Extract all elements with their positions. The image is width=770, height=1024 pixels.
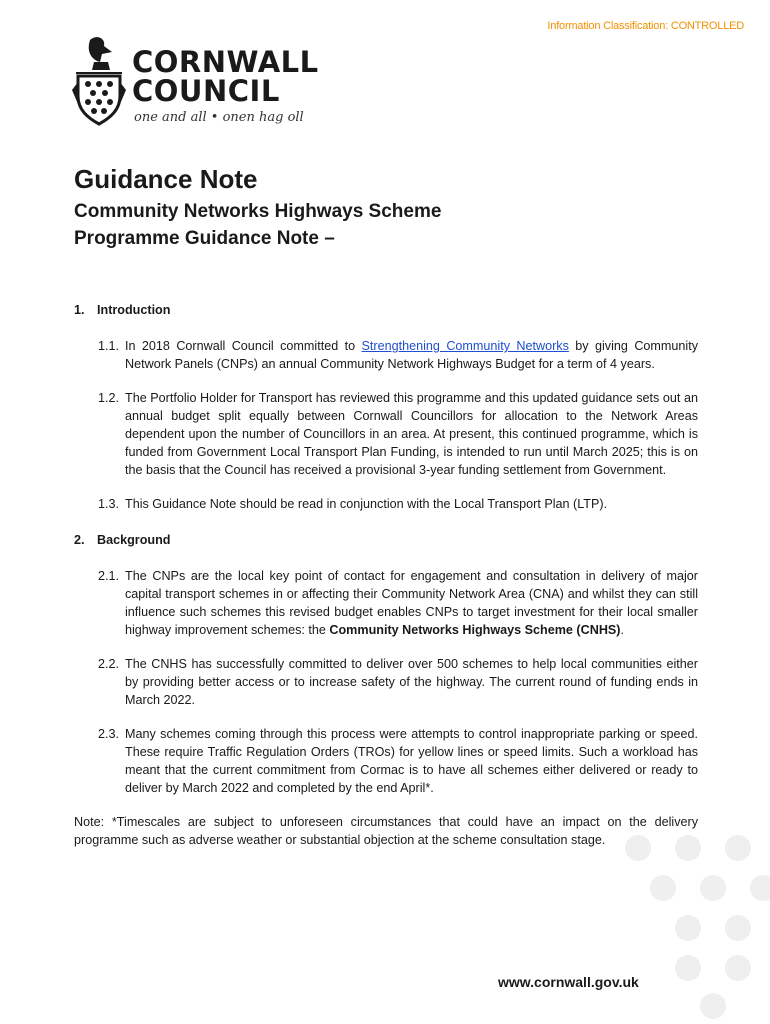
page-subtitle xyxy=(74,198,441,252)
paragraph-text-end: by giving Community Network Panels (CNPs) an annual Community Network Highways Budget for a term of 4 years. xyxy=(125,339,698,371)
document-body xyxy=(74,301,698,849)
timescales-note: Note: *Timescales are subject to unforeseen circumstances that could have an impact on the delivery programme such as adverse weather or substantial objection at the scheme consultation stage. xyxy=(74,815,698,847)
section-heading-background xyxy=(74,531,698,549)
paragraph-number: 2.2. xyxy=(98,657,120,671)
section-title: Introduction xyxy=(97,303,171,317)
cnhs-bold-term: Community Networks Highways Scheme (CNHS) xyxy=(329,623,621,637)
subtitle-line2: Programme Guidance Note – xyxy=(74,228,335,249)
section-number: 1. xyxy=(74,303,85,317)
paragraph-1-2 xyxy=(74,389,698,479)
decorative-dots-pattern xyxy=(600,820,770,1024)
paragraph-number: 2.1. xyxy=(98,569,120,583)
paragraph-text: Many schemes coming through this process were attempts to control inappropriate parking or speed. These require Traffic Regulation Orders (TROs) for yellow lines or speed limits. Such a workload has meant that the current commitment from Cormac is to have all schemes either delivered or ready to deliver by March 2022 and completed by the end April*. xyxy=(125,727,698,795)
paragraph-1-3 xyxy=(74,495,698,513)
paragraph-number: 1.1. xyxy=(98,339,120,353)
section-title: Background xyxy=(97,533,171,547)
classification-label: Information Classification: CONTROLLED xyxy=(547,20,744,32)
paragraph-number: 2.3. xyxy=(98,727,120,741)
subtitle-line1: Community Networks Highways Scheme xyxy=(74,201,442,222)
paragraph-2-3 xyxy=(74,725,698,797)
paragraph-text: The Portfolio Holder for Transport has reviewed this programme and this updated guidance sets out an annual budget split equally between Cornwall Councillors for allocation to the Network Areas dependent upon the number of Councillors in an area. At present, this continued programme, which is funded from Government Local Transport Plan Funding, is intended to run until March 2025; this is on the basis that the Council has received a provisional 3-year funding settlement from Government. xyxy=(125,391,698,477)
logo-wordmark xyxy=(132,45,319,108)
paragraph-2-1 xyxy=(74,567,698,639)
paragraph-text-start: In 2018 Cornwall Council committed to xyxy=(125,339,362,353)
strengthening-community-networks-link[interactable]: Strengthening Community Networks xyxy=(361,339,569,353)
cornwall-council-logo xyxy=(72,34,332,134)
section-number: 2. xyxy=(74,533,85,547)
paragraph-text: The CNHS has successfully committed to deliver over 500 schemes to help local communities either by providing better access or to increase safety of the highway. The current round of funding ends in March 2022. xyxy=(125,657,698,707)
paragraph-text xyxy=(125,337,698,373)
logo-name-line1: CORNWALL xyxy=(132,45,319,79)
coat-of-arms-icon xyxy=(72,34,126,130)
section-heading-introduction xyxy=(74,301,698,319)
paragraph-number: 1.3. xyxy=(98,497,120,511)
paragraph-1-1 xyxy=(74,337,698,373)
logo-motto: one and all • onen hag oll xyxy=(134,110,304,125)
paragraph-text-end: . xyxy=(620,623,625,637)
footer-website-url: www.cornwall.gov.uk xyxy=(498,974,639,990)
paragraph-text: This Guidance Note should be read in conjunction with the Local Transport Plan (LTP). xyxy=(125,497,608,511)
paragraph-text xyxy=(125,567,698,639)
paragraph-2-2 xyxy=(74,655,698,709)
paragraph-number: 1.2. xyxy=(98,391,120,405)
paragraph-text-start: The CNPs are the local key point of contact for engagement and consultation in delivery of major capital transport schemes in or affecting their Community Network Area (CNA) and whilst they can still influence such schemes this revised budget enables CNPs to target investment for their local smaller highway improvement schemes: the xyxy=(125,569,698,637)
page-title: Guidance Note xyxy=(74,164,258,194)
logo-name-line2: COUNCIL xyxy=(132,74,280,108)
